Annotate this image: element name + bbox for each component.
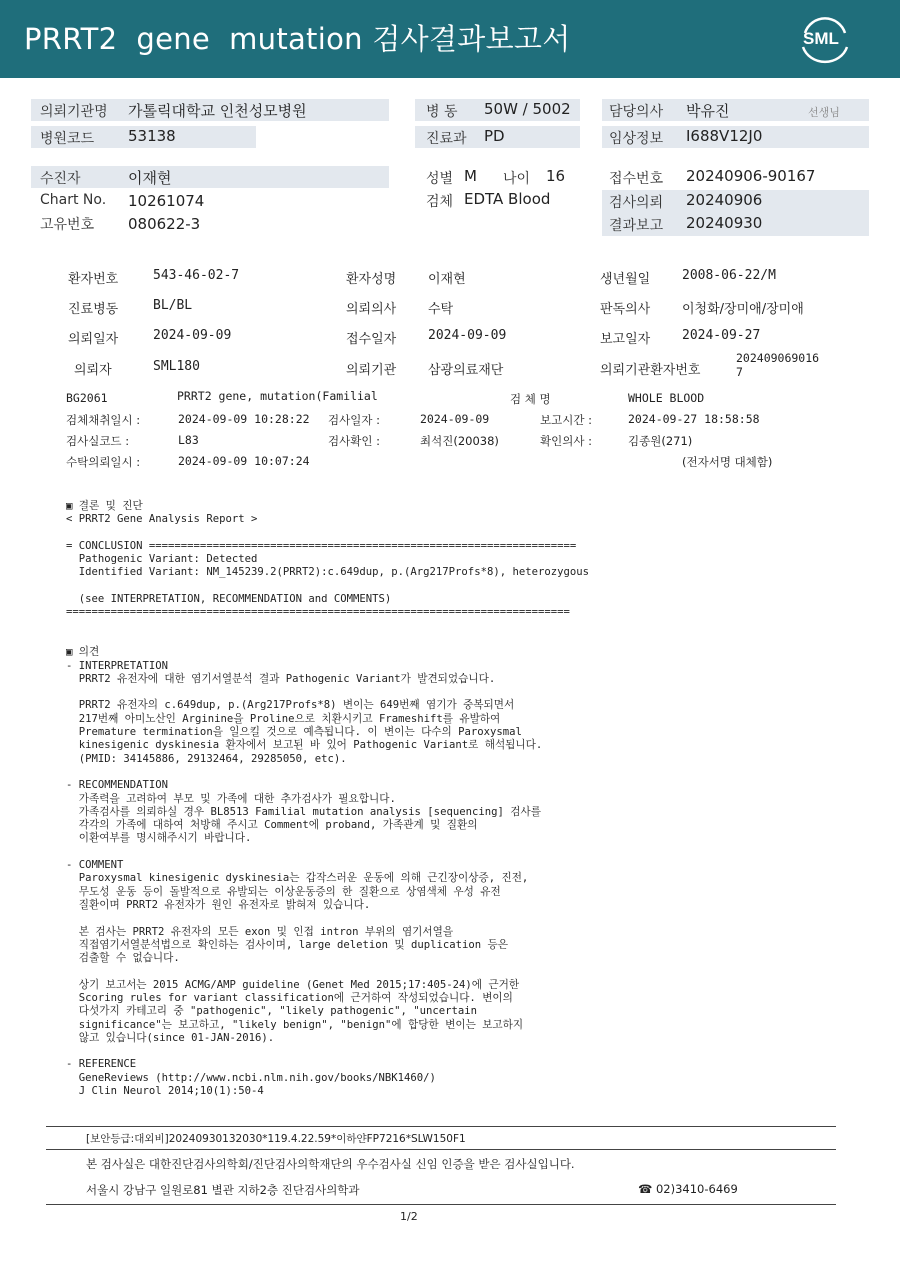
- lab-r3-v3: 2024-09-27: [682, 328, 761, 343]
- req-date-label: 검사의뢰: [609, 195, 664, 211]
- specimen-value: EDTA Blood: [464, 190, 551, 208]
- sex-label: 성별: [426, 171, 454, 187]
- test-date-label: 검사일자 :: [328, 413, 380, 427]
- receipt-label: 접수번호: [609, 171, 664, 187]
- lab-r4-l2: 의뢰기관: [346, 363, 397, 378]
- room-value: L83: [178, 433, 199, 447]
- lab-r1-l3: 생년월일: [600, 272, 651, 287]
- req-date-value: 20240906: [686, 191, 763, 209]
- lab-r3-l2: 접수일자: [346, 332, 397, 347]
- confirm-value: 최석진(20038): [420, 434, 499, 448]
- result-date-label: 결과보고: [609, 218, 664, 234]
- report-time-value: 2024-09-27 18:58:58: [628, 412, 760, 426]
- report-header: [0, 0, 900, 78]
- logo-text: SML: [803, 29, 839, 48]
- request-org-label: 의뢰기관명: [40, 104, 108, 120]
- room-label: 검사실코드 :: [66, 434, 130, 448]
- footer-divider-bottom: [46, 1204, 836, 1205]
- lab-r3-v1: 2024-09-09: [153, 328, 232, 343]
- ward-label: 병 동: [426, 104, 458, 120]
- lab-r4-l3: 의뢰기관환자번호: [600, 363, 701, 378]
- footer-divider-mid: [46, 1149, 836, 1150]
- sign-note: (전자서명 대체함): [682, 455, 773, 469]
- ack-label: 수탁의뢰일시 :: [66, 455, 141, 469]
- lab-r2-v2: 수탁: [428, 302, 454, 317]
- lab-r1-l2: 환자성명: [346, 272, 397, 287]
- lab-r2-v3: 이청화/장미애/장미애: [682, 302, 804, 317]
- confirm-label: 검사확인 :: [328, 434, 380, 448]
- doctor-suffix: 선생님: [808, 106, 840, 119]
- sex-value: M: [464, 167, 477, 185]
- age-value: 16: [546, 167, 566, 185]
- test-name: PRRT2 gene, mutation(Familial: [177, 389, 378, 403]
- lab-r4-v1: SML180: [153, 359, 200, 374]
- security-line: [보안등급:대외비]20240930132030*119.4.22.59*이하얀FP7216*SLW150F1: [86, 1133, 466, 1145]
- cert-line: 본 검사실은 대한진단검사의학회/진단검사의학재단의 우수검사실 신임 인증을 받은 검사실입니다.: [86, 1157, 575, 1171]
- lab-r1-v3: 2008-06-22/M: [682, 268, 776, 283]
- sml-logo: [797, 13, 853, 65]
- chart-value: 10261074: [128, 192, 205, 210]
- confirm-doctor-label: 확인의사 :: [540, 434, 592, 448]
- lab-r2-l3: 판독의사: [600, 302, 651, 317]
- test-date-value: 2024-09-09: [420, 412, 490, 426]
- ack-value: 2024-09-09 10:07:24: [178, 454, 310, 468]
- lab-r3-l3: 보고일자: [600, 332, 651, 347]
- hospital-code-value: 53138: [128, 127, 176, 145]
- page-number: 1/2: [400, 1210, 418, 1223]
- doctor-value: 박유진: [686, 102, 730, 120]
- hospital-code-label: 병원코드: [40, 131, 95, 147]
- footer-divider-top: [46, 1126, 836, 1127]
- test-code: BG2061: [66, 391, 108, 405]
- result-date-value: 20240930: [686, 214, 763, 232]
- clinical-value: I688V12J0: [686, 127, 763, 145]
- lab-r1-v2: 이재현: [428, 272, 466, 287]
- clinical-label: 임상정보: [609, 131, 664, 147]
- lab-r2-l1: 진료병동: [68, 302, 119, 317]
- chart-label: Chart No.: [40, 192, 107, 208]
- lab-r4-v3b: 7: [736, 365, 743, 379]
- lab-r3-v2: 2024-09-09: [428, 328, 507, 343]
- patient-label: 수진자: [40, 171, 81, 187]
- lab-r1-v1: 543-46-02-7: [153, 268, 240, 283]
- lab-r4-v3a: 202409069016: [736, 351, 820, 365]
- unique-label: 고유번호: [40, 217, 95, 233]
- age-label: 나이: [503, 171, 531, 187]
- test-specimen-label: 검 체 명: [510, 392, 551, 406]
- unique-value: 080622-3: [128, 215, 201, 233]
- report-time-label: 보고시간 :: [540, 413, 592, 427]
- confirm-doctor-value: 김종원(271): [628, 434, 693, 448]
- lab-r3-l1: 의뢰일자: [68, 332, 119, 347]
- ward-value: 50W / 5002: [484, 100, 571, 118]
- report-body: ▣ 결론 및 진단 < PRRT2 Gene Analysis Report > = CONCLUSION =================================================================== Pathogenic Variant: Detected Identified Variant: NM_145239.2(PRRT2):c.649dup, p.(Arg217Profs*8), heterozygous (see INTERPRETATION, RECOMMENDATION and COMMENTS) =============================================================================== ▣ 의견 - INTERPRETATION PRRT2 유전자에 대한 염기서열분석 결과 Pathogenic Variant가 발견되었습니다. PRRT2 유전자의 c.649dup, p.(Arg217Profs*8) 변이는 649번째 염기가 중복되면서 217번째 아미노산인 Arginine을 Proline으로 치환시키고 Frameshift를 유발하여 Premature termination을 일으킬 것으로 예측됩니다. 이 변이는 다수의 Paroxysmal kinesigenic dyskinesia 환자에서 보고된 바 있어 Pathogenic Variant로 해석됩니다. (PMID: 34145886, 29132464, 29285050, etc). - RECOMMENDATION 가족력을 고려하여 부모 및 가족에 대한 추가검사가 필요합니다. 가족검사를 의뢰하실 경우 BL8513 Familial mutation analysis [sequencing] 검사를 각각의 가족에 대하여 처방해 주시고 Comment에 proband, 가족관계 및 질환의 이환여부를 명시해주시기 바랍니다. - COMMENT Paroxysmal kinesigenic dyskinesia는 갑작스러운 운동에 의해 근긴장이상증, 진전, 무도성 운동 등이 돌발적으로 유발되는 이상운동증의 한 질환으로 상염색체 우성 유전 질환이며 PRRT2 유전자가 원인 유전자로 밝혀져 있습니다. 본 검사는 PRRT2 유전자의 모든 exon 및 인접 intron 부위의 염기서열을 직접염기서열분석법으로 확인하는 검사이며, large deletion 및 duplication 등은 검출할 수 없습니다. 상기 보고서는 2015 ACMG/AMP guideline (Genet Med 2015;17:405-24)에 근거한 Scoring rules for variant classification에 근거하여 작성되었습니다. 변이의 다섯가지 카테고리 중 "pathogenic", "likely pathogenic", "uncertain significance"는 보고하고, "likely benign", "benign"에 합당한 변이는 보고하지 않고 있습니다(since 01-JAN-2016). - REFERENCE GeneReviews (http://www.ncbi.nlm.nih.gov/books/NBK1460/) J Clin Neurol 2014;10(1):50-4: [66, 500, 589, 1098]
- specimen-label: 검체: [426, 194, 454, 210]
- lab-r4-v2: 삼광의료재단: [428, 363, 504, 378]
- lab-r2-l2: 의뢰의사: [346, 302, 397, 317]
- doctor-label: 담당의사: [609, 104, 664, 120]
- lab-r4-l1: 의뢰자: [74, 363, 112, 378]
- address-line: 서울시 강남구 일원로81 별관 지하2층 진단검사의학과: [86, 1183, 360, 1197]
- phone-line: ☎ 02)3410-6469: [638, 1182, 738, 1196]
- report-title: PRRT2 gene mutation 검사결과보고서: [24, 22, 571, 56]
- lab-r2-v1: BL/BL: [153, 298, 193, 313]
- patient-value: 이재현: [128, 169, 172, 187]
- collect-value: 2024-09-09 10:28:22: [178, 412, 310, 426]
- dept-value: PD: [484, 127, 505, 145]
- receipt-value: 20240906-90167: [686, 167, 816, 185]
- test-specimen-value: WHOLE BLOOD: [628, 391, 705, 405]
- collect-label: 검체채취일시 :: [66, 413, 141, 427]
- dept-label: 진료과: [426, 131, 467, 147]
- request-org-value: 가톨릭대학교 인천성모병원: [128, 102, 307, 120]
- lab-r1-l1: 환자번호: [68, 272, 119, 287]
